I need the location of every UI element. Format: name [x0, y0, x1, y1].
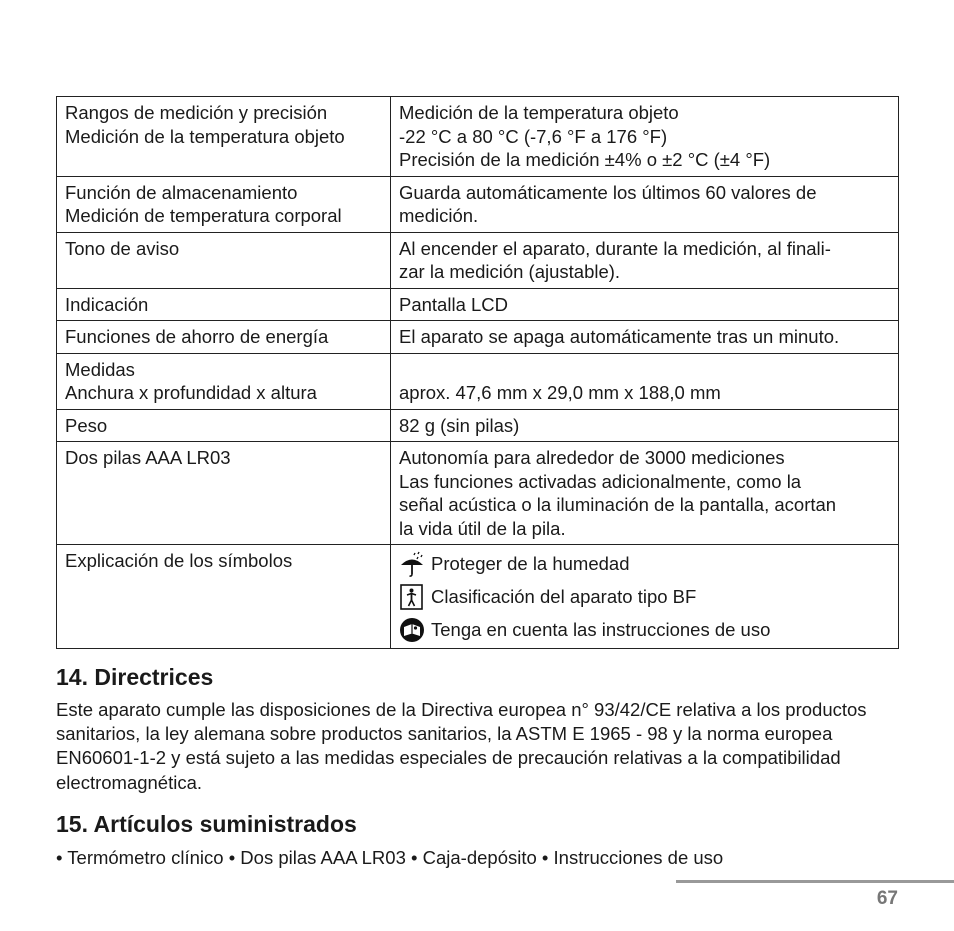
- symbol-text: Clasificación del aparato tipo BF: [431, 585, 697, 607]
- spec-value: 82 g (sin pilas): [391, 409, 899, 442]
- table-row: [57, 409, 899, 442]
- table-row: [57, 442, 899, 545]
- symbol-row: [399, 580, 890, 613]
- directrices-paragraph: Este aparato cumple las disposiciones de la Directiva europea n° 93/42/CE relativa a los productos sanitarios, la ley alemana sobre productos sanitarios, la ASTM E 1965 - 98 y la norma europea EN60601-1-2 y está sujeto a las medidas especiales de precaución relativas a la compatibilidad electromagnética.: [56, 699, 867, 793]
- symbol-text: Tenga en cuenta las instrucciones de uso: [431, 618, 771, 640]
- specifications-table: [56, 96, 899, 649]
- section-heading-articulos: 15. Artículos suministrados: [56, 811, 357, 837]
- umbrella-rain-icon: [399, 551, 425, 577]
- symbol-row: [399, 613, 890, 646]
- footer-divider: [676, 880, 954, 883]
- spec-label: Medidas Anchura x profundidad x altura: [57, 353, 391, 409]
- spec-label: Indicación: [57, 288, 391, 321]
- table-row: [57, 288, 899, 321]
- spec-label: Función de almacenamiento Medición de temperatura corporal: [57, 176, 391, 232]
- type-bf-person-icon: [399, 584, 425, 610]
- table-row: [57, 176, 899, 232]
- spec-value: Medición de la temperatura objeto -22 °C a 80 °C (-7,6 °F a 176 °F) Precisión de la medición ±4% o ±2 °C (±4 °F): [391, 97, 899, 177]
- table-row: [57, 321, 899, 354]
- supplied-items-list: • Termómetro clínico • Dos pilas AAA LR03 • Caja-depósito • Instrucciones de uso: [56, 847, 724, 868]
- spec-label: Funciones de ahorro de energía: [57, 321, 391, 354]
- table-row: [57, 232, 899, 288]
- spec-value: Pantalla LCD: [391, 288, 899, 321]
- spec-label: Dos pilas AAA LR03: [57, 442, 391, 545]
- page-number: 67: [876, 888, 898, 909]
- section-heading-directrices: 14. Directrices: [56, 664, 214, 690]
- spec-value: Autonomía para alrededor de 3000 mediciones Las funciones activadas adicionalmente, como la señal acústica o la iluminación de la pantalla, acortan la vida útil de la pila.: [391, 442, 899, 545]
- spec-label: Tono de aviso: [57, 232, 391, 288]
- symbol-text: Proteger de la humedad: [431, 552, 630, 574]
- table-row: [57, 97, 899, 177]
- table-row: [57, 353, 899, 409]
- spec-value: Al encender el aparato, durante la medición, al finali- zar la medición (ajustable).: [391, 232, 899, 288]
- spec-value: aprox. 47,6 mm x 29,0 mm x 188,0 mm: [391, 353, 899, 409]
- table-row: [57, 545, 899, 649]
- spec-value: El aparato se apaga automáticamente tras un minuto.: [391, 321, 899, 354]
- spec-label: Peso: [57, 409, 391, 442]
- spec-label: Explicación de los símbolos: [57, 545, 391, 649]
- instructions-book-icon: [399, 617, 425, 643]
- symbol-row: [399, 547, 890, 580]
- symbols-cell: [391, 545, 899, 649]
- spec-value: Guarda automáticamente los últimos 60 valores de medición.: [391, 176, 899, 232]
- spec-label: Rangos de medición y precisión Medición de la temperatura objeto: [57, 97, 391, 177]
